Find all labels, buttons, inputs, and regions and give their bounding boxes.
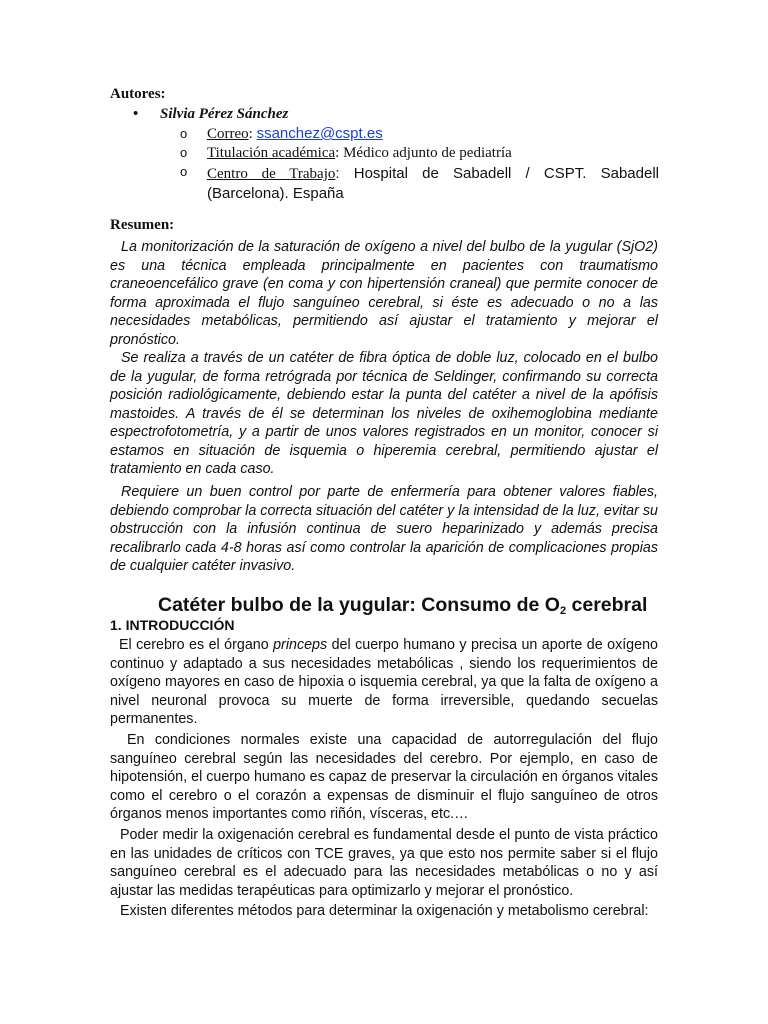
circle-bullet-icon: o [180, 126, 188, 141]
abstract-heading: Resumen: [110, 217, 175, 233]
abstract-paragraph-2-text: Se realiza a través de un catéter de fibra óptica de doble luz, colocado en el bulbo de la yugular, de forma retrógrada por técnica de Seldinger, confirmando su correcta posición radiológicamente, debiendo estar la punta del catéter a nivel de la apófisis mastoides. A través de él se determinan los niveles de oxihemoglobina mediante espectrofotometría, y a partir de unos valores registrados en un monitor, conocer si estamos en situación de isquemia o hiperemia cerebral, permitiendo ajustar el tratamiento en cada caso. [110, 350, 658, 477]
email-row: o Correo: ssanchez@cspt.es [180, 125, 383, 142]
email-link[interactable]: ssanchez@cspt.es [256, 125, 383, 142]
centro-row: Centro de Trabajo: Hospital de Sabadell / CSPT. Sabadell (Barcelona). España [207, 165, 659, 202]
intro-paragraph-1-rest: del cuerpo humano y precisa un aporte de oxígeno continuo y adaptado a sus necesidades metabólicas , siendo los requerimientos de oxígeno mayores en caso de hipoxia o isquemia cerebral, ya que la falta de oxígeno a nivel neuronal provoca su muerte de forma irreversible, quedando secuelas permanentes. [110, 637, 658, 727]
article-title-subscript: 2 [559, 605, 567, 617]
author-name-row [133, 106, 288, 123]
titulacion-row: o Titulación académica: Médico adjunto de pediatría [180, 145, 512, 161]
article-title-main: Catéter bulbo de la yugular: Consumo de O [158, 594, 560, 616]
centro-bullet [180, 164, 207, 181]
intro-paragraph-4 [110, 902, 658, 921]
intro-paragraph-3 [110, 826, 658, 900]
bullet-icon: • [133, 106, 139, 122]
article-title [158, 594, 647, 617]
circle-bullet-icon: o [180, 164, 188, 179]
intro-paragraph-1-italic: princeps [273, 637, 328, 653]
email-label: Correo [207, 126, 249, 142]
abstract-paragraph-1 [110, 238, 658, 349]
intro-paragraph-1 [110, 636, 658, 729]
centro-label: Centro de Trabajo [207, 166, 336, 182]
article-title-end: cerebral [566, 594, 648, 616]
circle-bullet-icon: o [180, 145, 188, 160]
titulacion-value: Médico adjunto de pediatría [343, 145, 512, 161]
abstract-paragraph-1-text: La monitorización de la saturación de oxígeno a nivel del bulbo de la yugular (SjO2) es una técnica empleada principalmente en pacientes con traumatismo craneoencefálico grave (en coma y con hipertensión craneal) que permite conocer de forma aproximada el flujo sanguíneo cerebral, si éste es adecuado o no a las necesidades metabólicas, permitiendo así ajustar el tratamiento y mejorar el pronóstico. [110, 239, 658, 348]
authors-heading: Autores: [110, 86, 166, 102]
section-heading: 1. INTRODUCCIÓN [110, 617, 235, 633]
abstract-paragraph-2 [110, 349, 658, 479]
titulacion-label: Titulación académica [207, 145, 336, 161]
abstract-paragraph-3 [110, 483, 658, 576]
intro-paragraph-2 [110, 731, 658, 824]
intro-paragraph-4-text: Existen diferentes métodos para determinar la oxigenación y metabolismo cerebral: [120, 903, 649, 919]
abstract-paragraph-3-text: Requiere un buen control por parte de enfermería para obtener valores fiables, debiendo comprobar la correcta situación del catéter y la intensidad de la luz, evitar su obstrucción con la infusión continua de suero heparinizado y además precisa recalibrarlo cada 4-8 horas así como controlar la aparición de complicaciones propias de cualquier catéter invasivo. [110, 484, 658, 574]
intro-paragraph-1-start: El cerebro es el órgano [119, 637, 274, 653]
intro-paragraph-2-text: En condiciones normales existe una capacidad de autorregulación del flujo sanguíneo cerebral según las necesidades del cerebro. Por ejemplo, en caso de hipotensión, el cuerpo humano es capaz de preservar la circulación en órganos vitales como el cerebro o el corazón a expensas de disminuir el flujo sanguíneo de otros órganos menos importantes como riñón, vísceras, etc.… [110, 732, 658, 822]
author-name: Silvia Pérez Sánchez [160, 106, 289, 122]
intro-paragraph-3-text: Poder medir la oxigenación cerebral es fundamental desde el punto de vista práctico en las unidades de críticos con TCE graves, ya que esto nos permite saber si el flujo sanguíneo cerebral es el adecuado para las necesidades metabólicas o no y así ajustar las medidas terapéuticas para optimizarlo y mejorar el pronóstico. [110, 827, 658, 899]
centro-value: Hospital de Sabadell / CSPT. Sabadell (Barcelona). España [207, 165, 659, 202]
